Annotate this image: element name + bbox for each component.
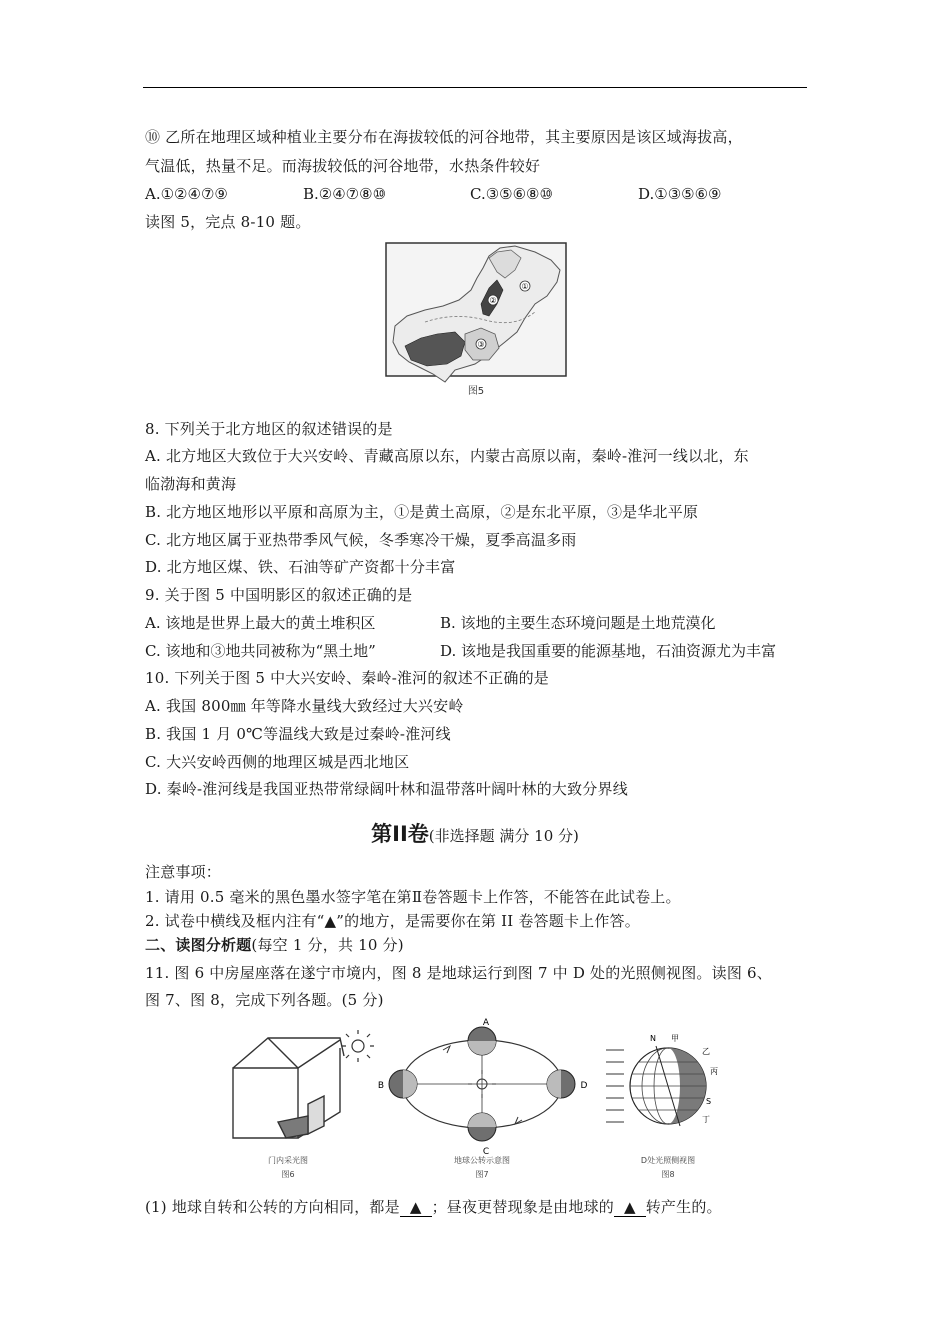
q11-1-text-c: 转产生的。 bbox=[645, 1198, 722, 1216]
q7-choice-d: D.①③⑤⑥⑨ bbox=[638, 185, 722, 203]
q8-option-d: D. 北方地区煤、铁、石油等矿产资都十分丰富 bbox=[145, 558, 456, 576]
fig7-position-d: D bbox=[580, 1081, 588, 1091]
figure-5-map bbox=[385, 242, 567, 400]
q10-stem: 10. 下列关于图 5 中大兴安岭、秦岭-淮河的叙述不正确的是 bbox=[145, 669, 549, 687]
fig7-position-a: A bbox=[482, 1018, 490, 1028]
fig6-caption: 图6 bbox=[281, 1170, 295, 1179]
q9-option-c: C. 该地和③地共同被称为“黑土地” bbox=[145, 642, 376, 660]
fig8-mark-yi: 乙 bbox=[702, 1047, 710, 1056]
q11-1-text-b: ；昼夜更替现象是由地球的 bbox=[431, 1198, 614, 1216]
answer-blank-1: ▲ bbox=[400, 1198, 432, 1217]
fig7-label: 地球公转示意图 bbox=[454, 1156, 510, 1165]
sun-icon bbox=[342, 1030, 374, 1062]
fig7-caption: 图7 bbox=[475, 1170, 489, 1179]
fig7-position-c: C bbox=[482, 1147, 490, 1157]
q11-stem-line2: 图 7、图 8，完成下列各题。(5 分) bbox=[145, 991, 384, 1009]
q8-option-b: B. 北方地区地形以平原和高原为主，①是黄土高原，②是东北平原，③是华北平原 bbox=[145, 503, 699, 521]
q10-option-a: A. 我国 800㎜ 年等降水量线大致经过大兴安岭 bbox=[145, 697, 464, 715]
fig8-mark-n: N bbox=[650, 1034, 656, 1043]
q9-option-a: A. 该地是世界上最大的黄土堆积区 bbox=[145, 614, 376, 632]
fig8-mark-ding: 丁 bbox=[702, 1115, 710, 1124]
note-2: 2. 试卷中横线及框内注有“▲”的地方，是需要你在第 II 卷答题卡上作答。 bbox=[145, 912, 640, 930]
q9-option-d: D. 该地是我国重要的能源基地，石油资源尤为丰富 bbox=[440, 642, 777, 660]
figures-6-7-8 bbox=[228, 1016, 733, 1184]
answer-blank-2: ▲ bbox=[614, 1198, 646, 1217]
fig5-label-3: ③ bbox=[477, 340, 485, 349]
notes-heading: 注意事项： bbox=[145, 863, 222, 881]
header-rule bbox=[143, 87, 807, 88]
q11-stem-line1: 11. 图 6 中房屋座落在遂宁市境内，图 8 是地球运行到图 7 中 D 处的光照侧视图。读图 6、 bbox=[145, 964, 772, 982]
fig8-mark-s: S bbox=[706, 1097, 712, 1106]
q8-option-a-line2: 临渤海和黄海 bbox=[145, 475, 237, 493]
fig8-mark-jia: 甲 bbox=[671, 1034, 679, 1043]
volume-2-subtitle: (非选择题 满分 10 分) bbox=[428, 827, 579, 845]
q10-option-d: D. 秦岭-淮河线是我国亚热带常绿阔叶林和温带落叶阔叶林的大致分界线 bbox=[145, 780, 628, 798]
read-fig5-instruction: 读图 5，完点 8-10 题。 bbox=[145, 213, 311, 231]
section-2-heading bbox=[145, 935, 404, 955]
fig5-label-1: ① bbox=[521, 282, 529, 291]
section-2-title: 二、读图分析题 bbox=[145, 936, 252, 954]
q10-option-b: B. 我国 1 月 0℃等温线大致是过秦岭-淮河线 bbox=[145, 725, 451, 743]
q9-option-b: B. 该地的主要生态环境问题是土地荒漠化 bbox=[440, 614, 716, 632]
q8-option-c: C. 北方地区属于亚热带季风气候，冬季寒冷干燥，夏季高温多雨 bbox=[145, 531, 577, 549]
q7-option-10-line2: 气温低，热量不足。而海拔较低的河谷地带，水热条件较好 bbox=[145, 157, 541, 175]
fig5-caption: 图5 bbox=[467, 386, 485, 397]
q7-choice-c: C.③⑤⑥⑧⑩ bbox=[470, 185, 553, 203]
volume-2-title: 第II卷 bbox=[371, 822, 429, 846]
q8-stem: 8. 下列关于北方地区的叙述错误的是 bbox=[145, 420, 393, 438]
fig6-label: 门内采光图 bbox=[268, 1156, 308, 1165]
fig7-position-b: B bbox=[377, 1081, 385, 1091]
section-2-score: (每空 1 分，共 10 分) bbox=[251, 936, 404, 954]
q8-option-a-line1: A. 北方地区大致位于大兴安岭、青藏高原以东，内蒙古高原以南，秦岭-淮河一线以北，东 bbox=[145, 447, 749, 465]
q9-stem: 9. 关于图 5 中国明影区的叙述正确的是 bbox=[145, 586, 413, 604]
volume-2-heading bbox=[0, 818, 950, 848]
q11-part1 bbox=[145, 1197, 722, 1217]
fig8-label: D处光照侧视图 bbox=[640, 1156, 696, 1165]
q10-option-c: C. 大兴安岭西侧的地理区城是西北地区 bbox=[145, 753, 410, 771]
fig8-mark-bing: 丙 bbox=[710, 1067, 718, 1076]
note-1: 1. 请用 0.5 毫米的黑色墨水签字笔在第Ⅱ卷答题卡上作答，不能答在此试卷上。 bbox=[145, 888, 681, 906]
figure-7-orbit bbox=[389, 1027, 575, 1141]
q7-choice-a: A.①②④⑦⑨ bbox=[145, 185, 228, 203]
fig5-label-2: ② bbox=[489, 296, 497, 305]
q11-1-text-a: (1) 地球自转和公转的方向相同，都是 bbox=[145, 1198, 400, 1216]
fig8-caption: 图8 bbox=[661, 1170, 675, 1179]
figure-8-lit-globe bbox=[606, 1046, 706, 1126]
q7-choice-b: B.②④⑦⑧⑩ bbox=[303, 185, 387, 203]
figure-6-house bbox=[233, 1038, 344, 1138]
q7-option-10-line1: ⑩ 乙所在地理区域种植业主要分布在海拔较低的河谷地带，其主要原因是该区域海拔高， bbox=[145, 128, 743, 146]
